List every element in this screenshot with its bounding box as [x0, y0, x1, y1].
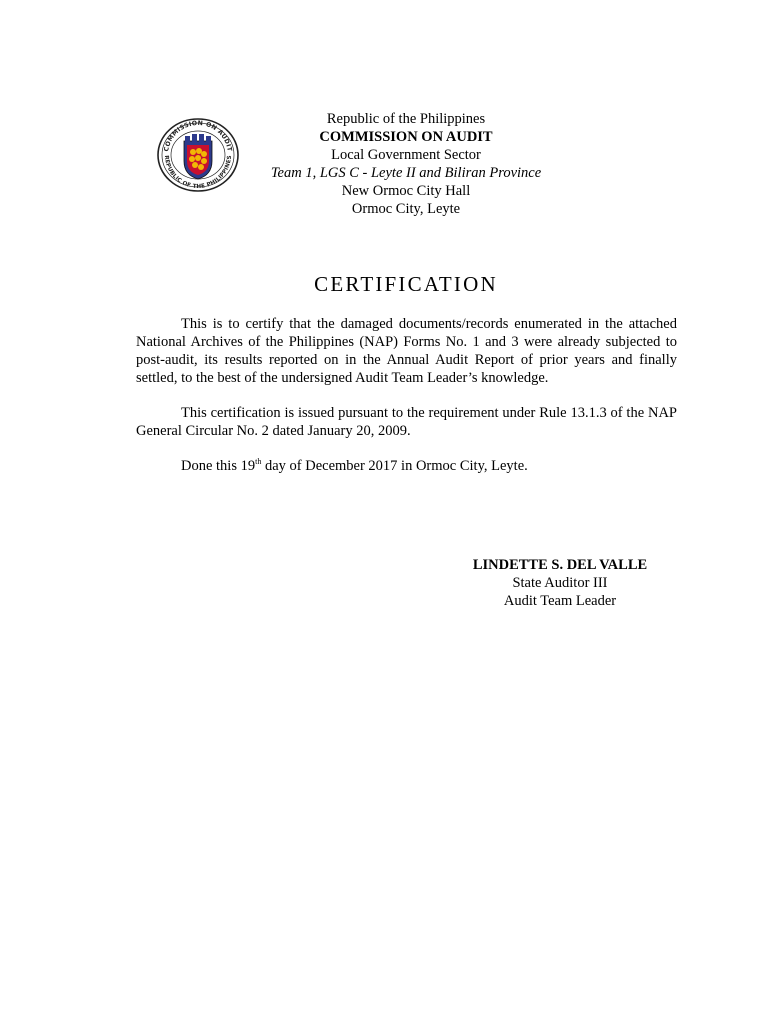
basis-paragraph: This certification is issued pursuant to the requirement under Rule 13.1.3 of the NAP General Circular No. 2 dated January 20, 2009.: [136, 405, 677, 439]
header-team: Team 1, LGS C - Leyte II and Biliran Province: [270, 165, 542, 181]
header-agency: COMMISSION ON AUDIT: [319, 129, 493, 145]
document-body: [136, 315, 677, 492]
svg-text:REPUBLIC OF THE PHILIPPINES: REPUBLIC OF THE PHILIPPINES: [162, 155, 234, 191]
signature-block: [452, 556, 668, 610]
date-text-before: Done this 19: [181, 458, 256, 474]
signatory-position: State Auditor III: [512, 575, 608, 591]
date-ordinal-suffix: th: [255, 457, 262, 466]
commission-on-audit-seal-icon: [156, 117, 240, 193]
header-country: Republic of the Philippines: [326, 111, 486, 127]
document-title: CERTIFICATION: [314, 272, 498, 296]
signatory-name: LINDETTE S. DEL VALLE: [472, 557, 648, 573]
certification-paragraph: This is to certify that the damaged documents/records enumerated in the attached National Archives of the Philippines (NAP) Forms No. 1 and 3 were already subjected to post-audit, its results reported on in the Annual Audit Report of prior years and finally settled, to the best of the undersigned Audit Team Leader’s knowledge.: [136, 316, 677, 386]
header-city: Ormoc City, Leyte: [351, 201, 461, 217]
date-paragraph: [136, 457, 677, 475]
signatory-role: Audit Team Leader: [503, 593, 617, 609]
letterhead: [236, 110, 576, 218]
header-sector: Local Government Sector: [331, 147, 481, 163]
date-text-after: day of December 2017 in Ormoc City, Leyte.: [261, 458, 528, 474]
svg-text:COMMISSION ON AUDIT: COMMISSION ON AUDIT: [163, 119, 233, 153]
header-office: New Ormoc City Hall: [341, 183, 471, 199]
